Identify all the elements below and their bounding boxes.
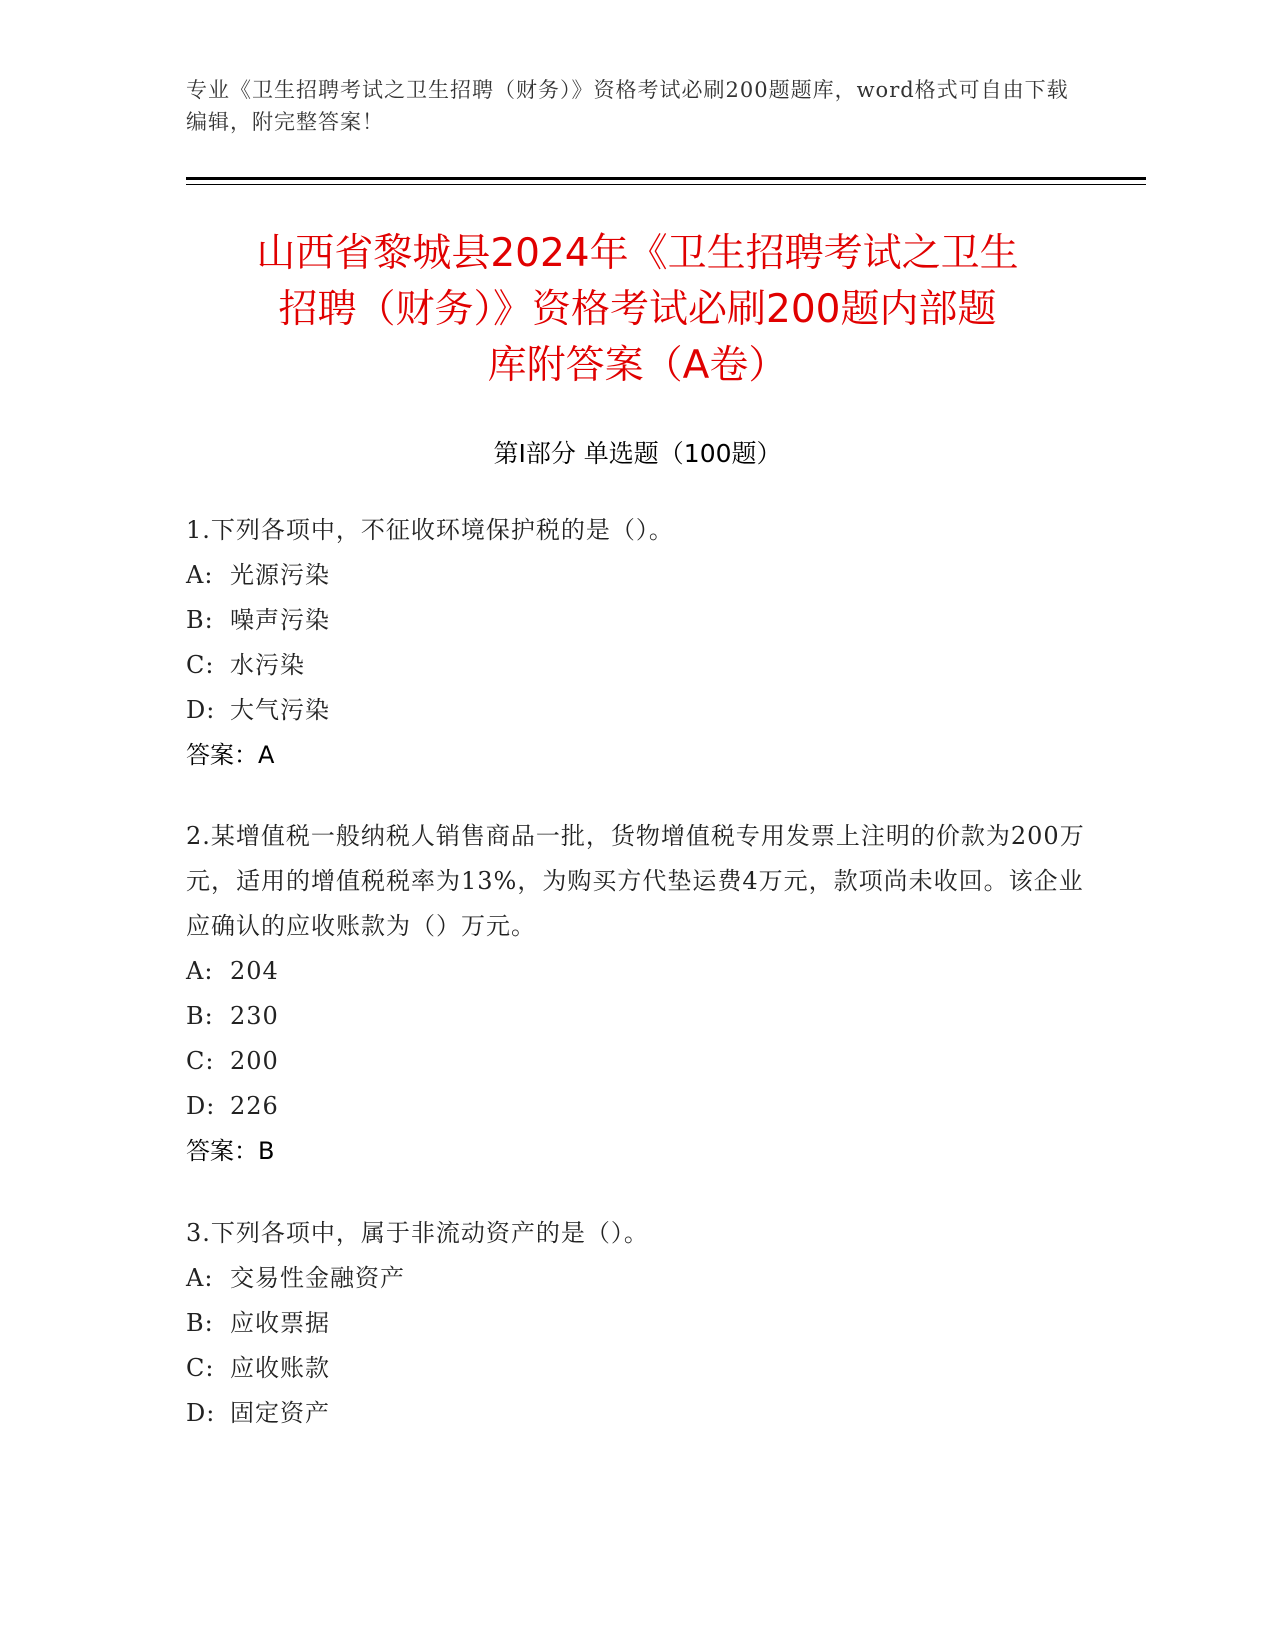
answer: 答案：B bbox=[186, 1137, 275, 1165]
option-a bbox=[186, 949, 1086, 994]
option-d bbox=[186, 1391, 1086, 1436]
title-line-2: 招聘（财务）》资格考试必刷200题内部题 bbox=[278, 287, 997, 332]
option-b bbox=[186, 1301, 1086, 1346]
question-3 bbox=[186, 1211, 1086, 1436]
option-letter: D: bbox=[186, 696, 216, 724]
option-letter: B: bbox=[186, 1309, 214, 1337]
option-text: 应收账款 bbox=[230, 1354, 330, 1382]
option-letter: D: bbox=[186, 1399, 216, 1427]
option-a bbox=[186, 1256, 1086, 1301]
question-1 bbox=[186, 508, 1086, 778]
title-line-3: 库附答案（A卷） bbox=[487, 343, 788, 388]
option-c bbox=[186, 1039, 1086, 1084]
option-text: 230 bbox=[230, 1002, 279, 1030]
title-line-1: 山西省黎城县2024年《卫生招聘考试之卫生 bbox=[256, 231, 1019, 276]
option-letter: A: bbox=[186, 957, 214, 985]
option-letter: C: bbox=[186, 651, 215, 679]
question-text: 2.某增值税一般纳税人销售商品一批，货物增值税专用发票上注明的价款为200万元，适用的增值税税率为13%，为购买方代垫运费4万元，款项尚未收回。该企业应确认的应收账款为（）万元。 bbox=[186, 822, 1085, 940]
option-text: 应收票据 bbox=[230, 1309, 330, 1337]
option-letter: B: bbox=[186, 606, 214, 634]
option-text: 光源污染 bbox=[230, 561, 330, 589]
option-letter: B: bbox=[186, 1002, 214, 1030]
header-divider-thin bbox=[186, 184, 1146, 185]
option-text: 固定资产 bbox=[230, 1399, 330, 1427]
option-d bbox=[186, 688, 1086, 733]
option-text: 交易性金融资产 bbox=[230, 1264, 405, 1292]
option-b bbox=[186, 994, 1086, 1039]
option-letter: D: bbox=[186, 1092, 216, 1120]
question-2 bbox=[186, 814, 1086, 1174]
option-text: 204 bbox=[230, 957, 279, 985]
header-note: 专业《卫生招聘考试之卫生招聘（财务）》资格考试必刷200题题库，word格式可自由下载编辑，附完整答案！ bbox=[186, 78, 1069, 134]
option-letter: A: bbox=[186, 1264, 214, 1292]
option-c bbox=[186, 1346, 1086, 1391]
option-letter: A: bbox=[186, 561, 214, 589]
header-divider-thick bbox=[186, 177, 1146, 180]
option-text: 大气污染 bbox=[230, 696, 330, 724]
option-letter: C: bbox=[186, 1354, 215, 1382]
question-text: 3.下列各项中，属于非流动资产的是（）。 bbox=[186, 1219, 649, 1247]
option-text: 200 bbox=[230, 1047, 279, 1075]
option-letter: C: bbox=[186, 1047, 215, 1075]
document-title bbox=[150, 226, 1125, 394]
question-text: 1.下列各项中，不征收环境保护税的是（）。 bbox=[186, 516, 674, 544]
option-a bbox=[186, 553, 1086, 598]
option-text: 噪声污染 bbox=[230, 606, 330, 634]
option-d bbox=[186, 1084, 1086, 1129]
option-text: 226 bbox=[230, 1092, 279, 1120]
option-b bbox=[186, 598, 1086, 643]
option-c bbox=[186, 643, 1086, 688]
section-heading: 第I部分 单选题（100题） bbox=[493, 439, 782, 468]
option-text: 水污染 bbox=[230, 651, 305, 679]
answer: 答案：A bbox=[186, 741, 275, 769]
